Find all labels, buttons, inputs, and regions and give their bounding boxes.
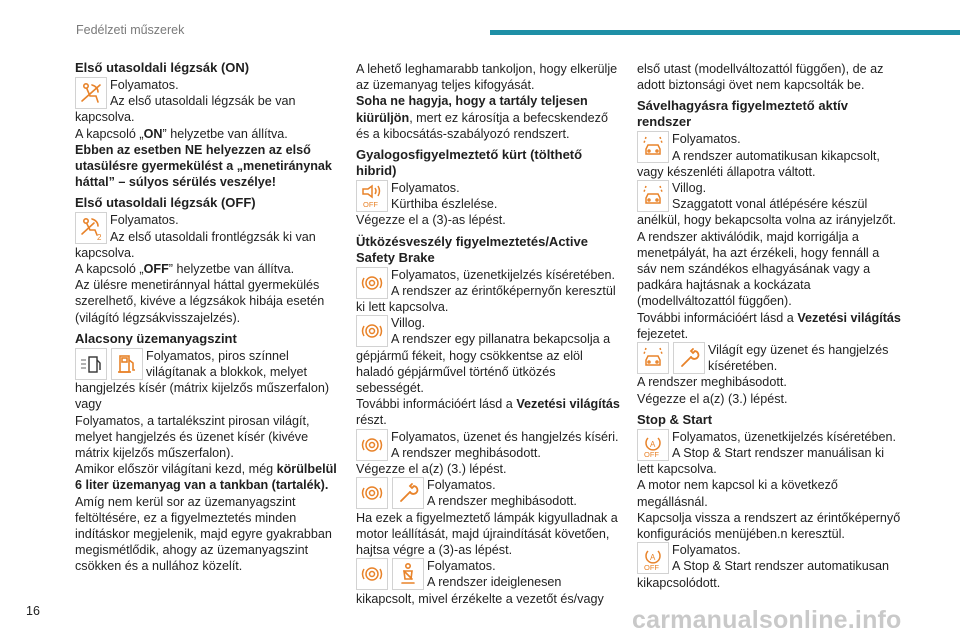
icon-box [75, 77, 107, 109]
section-title: Alacsony üzemanyagszint [75, 330, 237, 346]
lane-departure-icon [637, 180, 669, 212]
svg-text:A: A [650, 439, 656, 449]
text-line: A rendszer meghibásodott. [427, 494, 577, 509]
icon-box [356, 180, 388, 212]
icon-box [637, 542, 669, 574]
lane-departure-icon [637, 342, 669, 374]
text-line: A Stop & Start rendszer automatikusan kikapcsolódott. [637, 559, 890, 590]
airbag-off-icon [75, 212, 107, 244]
svg-text:OFF: OFF [644, 449, 659, 458]
text-line: Végezze el a(z) (3.) lépést. [637, 391, 788, 406]
icon-box [356, 558, 424, 590]
text-line: A rendszer aktiválódik, majd korrigálja a menetpályát, ha azt érzékeli, hogy fennáll a sáv nem szándékos elhagyásának vagy a padkára hajtásnak a kockázata (modellváltozattól függően). [637, 229, 880, 309]
text-line: Folyamatos. [110, 78, 179, 92]
svg-text:A: A [650, 553, 656, 563]
text-line: Az ülésre menetiránnyal háttal gyermekülés szerelhető, kivéve a légzsákok hibája esetén (világító légzsákvisszajelzés). [75, 278, 325, 325]
section-title: Első utasoldali légzsák (OFF) [75, 195, 256, 211]
text-line: További információért lásd a Vezetési világítás részt. [356, 397, 620, 428]
fuel-blocks-icon [75, 348, 107, 380]
text-line: Végezze el a(z) (3.) lépést. [356, 462, 507, 477]
text-line: Ha ezek a figyelmeztető lámpák kigyulladnak a motor leállítását, majd újraindítását követően, hajtsa végre a (3)-as lépést. [356, 510, 618, 558]
text-line: Amikor először világítani kezd, még körülbelül 6 liter üzemanyag van a tankban (tartalék). [75, 462, 337, 493]
section-title: Stop & Start [637, 411, 713, 427]
watermark: carmanualsonline.info [632, 606, 902, 634]
text-line: Amíg nem kerül sor az üzemanyagszint feltöltésére, ez a figyelmeztetés minden indításkor megjelenik, majd egyre gyakrabban megismétlődik, ahogy az üzemanyagszint csökken és a nullához közelít. [75, 494, 332, 574]
text-line: A rendszer meghibásodott. [637, 375, 787, 390]
header-title: Fedélzeti műszerek [76, 23, 185, 37]
text-line: Folyamatos. [427, 478, 496, 493]
text-line: Folyamatos. [110, 213, 179, 228]
text-line: Kürthiba észlelése. [391, 197, 498, 212]
text-line: Folyamatos, üzenet és hangjelzés kíséri. [391, 429, 619, 444]
text-line: További információért lásd a Vezetési világítás fejezetet. [637, 310, 901, 341]
collision-warning-icon [356, 267, 388, 299]
svg-text:OFF: OFF [644, 563, 659, 572]
text-line: Folyamatos, piros színnel világítanak a blokkok, melyet hangjelzés kísér (mátrix kijelzős műszerfalon) vagy [75, 348, 330, 412]
column-2 [356, 61, 620, 607]
text-line: Az első utasoldali frontlégzsák ki van kapcsolva. [75, 229, 316, 260]
text-line: A lehető leghamarabb tankoljon, hogy elkerülje az üzemanyag teljes kifogyását. [356, 62, 618, 93]
icon-box [356, 315, 388, 347]
icon-box [637, 131, 669, 163]
collision-warning-icon [356, 477, 388, 509]
icon-box [637, 180, 669, 212]
text-line: Villog. [672, 181, 707, 196]
seatbelt-icon [392, 558, 424, 590]
text-line: Villog. [391, 316, 426, 331]
collision-warning-icon [356, 315, 388, 347]
icon-box [637, 342, 705, 374]
text-line: Folyamatos. [672, 543, 741, 558]
warning-text: Ebben az esetben NE helyezzen az első utasülésre gyermekülést a „menetiránynak háttal” – súlyos sérülés veszélye! [75, 142, 332, 190]
text-line: Folyamatos. [427, 559, 496, 574]
text-line: Folyamatos, a tartalékszint pirosan világít, melyet hangjelzés és üzenet kísér (kivéve mátrix kijelzős műszerfalon). [75, 413, 310, 461]
icon-box [356, 477, 424, 509]
wrench-icon [392, 477, 424, 509]
icon-box [356, 267, 388, 299]
section-title: Gyalogosfigyelmeztető kürt (tölthető hibrid) [356, 147, 583, 179]
text-line: A rendszer egy pillanatra bekapcsolja a gépjármű fékeit, hogy csökkentse az elöl haladó gépjárművel történő ütközés sebességét. [356, 332, 611, 396]
icon-box [356, 429, 388, 461]
text-line: első utast (modellváltozattól függően), de az adott biztonsági övet nem kapcsolták be. [637, 62, 884, 93]
horn-off-icon [356, 180, 388, 212]
stop-start-off-icon [637, 542, 669, 574]
text-line: Az első utasoldali légzsák be van kapcsolva. [75, 94, 296, 125]
text-line: A rendszer az érintőképernyőn keresztül ki lett kapcsolva. [356, 283, 616, 315]
text-line: A rendszer meghibásodott. [391, 445, 541, 460]
text-line: Folyamatos. [672, 132, 741, 147]
text-line: Végezze el a (3)-as lépést. [356, 213, 506, 228]
icon-box [637, 429, 669, 461]
icon-box [75, 348, 143, 380]
svg-text:2: 2 [97, 233, 102, 242]
page-number: 16 [26, 604, 40, 618]
svg-text:OFF: OFF [363, 200, 378, 210]
text-line: A kapcsoló „ON” helyzetbe van állítva. [75, 126, 288, 141]
collision-warning-icon [356, 558, 388, 590]
column-3 [637, 61, 901, 591]
lane-departure-icon [637, 131, 669, 163]
text-line: Folyamatos, üzenetkijelzés kíséretében. [391, 267, 616, 282]
text-line: A rendszer ideiglenesen kikapcsolt, mivel érzékelte a vezetőt és/vagy [356, 575, 604, 606]
text-line: Soha ne hagyja, hogy a tartály teljesen kiürüljön, mert ez károsítja a befecskendező és a kibocsátás-szabályozó rendszert. [356, 94, 608, 141]
text-line: Folyamatos, üzenetkijelzés kíséretében. [672, 429, 897, 444]
section-title: Sávelhagyásra figyelmeztető aktív rendszer [637, 98, 848, 130]
header-accent-bar [490, 30, 960, 35]
text-line: Világít egy üzenet és hangjelzés kíséretében. [708, 343, 889, 374]
text-line: Kapcsolja vissza a rendszert az érintőképernyő konfigurációs menüjében.n keresztül. [637, 510, 901, 542]
wrench-icon [673, 342, 705, 374]
text-line: A kapcsoló „OFF” helyzetbe van állítva. [75, 262, 295, 277]
column-1 [75, 60, 343, 575]
collision-warning-icon [356, 429, 388, 461]
section-title: Első utasoldali légzsák (ON) [75, 60, 250, 75]
text-line: A Stop & Start rendszer manuálisan ki lett kapcsolva. [637, 446, 885, 477]
text-line: A rendszer automatikusan kikapcsolt, vagy készenléti állapotra váltott. [637, 148, 880, 179]
text-line: A motor nem kapcsol ki a következő megállásnál. [637, 478, 838, 509]
stop-start-off-icon [637, 429, 669, 461]
text-line: Folyamatos. [391, 181, 460, 196]
icon-box [75, 212, 107, 244]
fuel-pump-icon [111, 348, 143, 380]
airbag-on-icon [75, 77, 107, 109]
text-line: Szaggatott vonal átlépésére készül anélkül, hogy bekapcsolta volna az irányjelzőt. [637, 197, 897, 228]
section-title: Ütközésveszély figyelmeztetés/Active Safety Brake [356, 233, 588, 265]
